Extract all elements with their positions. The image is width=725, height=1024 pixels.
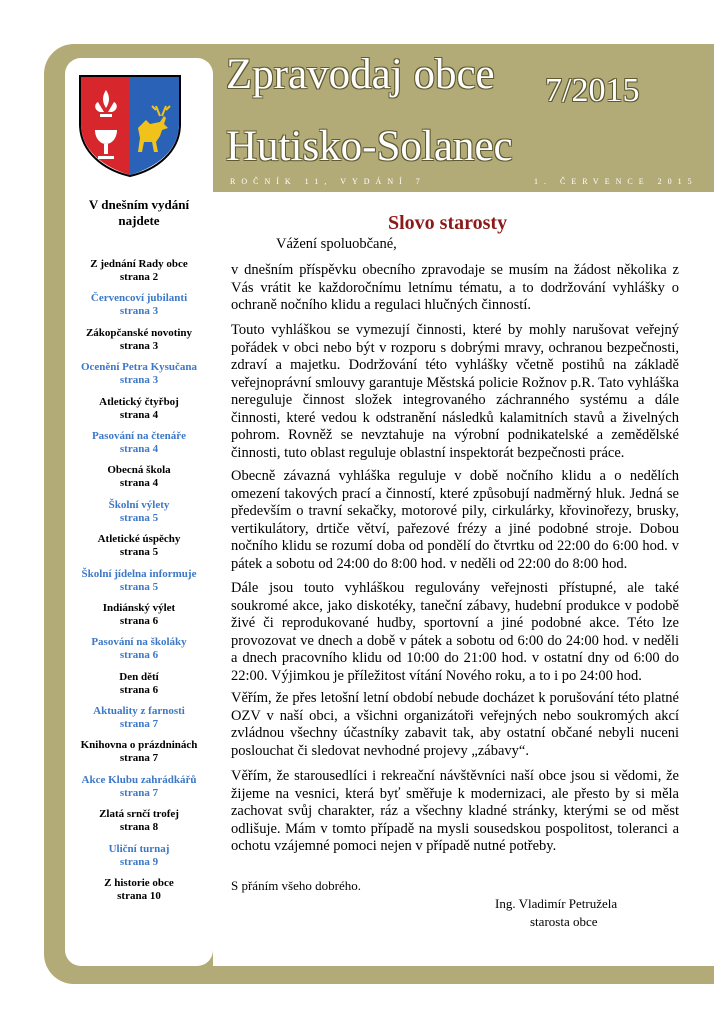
toc-item-page: strana 2 [119, 271, 159, 283]
article-heading: Slovo starosty [388, 212, 508, 234]
newsletter-title-line2: Hutisko-Solanec [226, 123, 513, 170]
toc-item-title: Zákopčanské novotiny [85, 326, 193, 339]
toc-item-title: Ocenění Petra Kysučana [80, 361, 198, 374]
toc-item[interactable] [68, 636, 210, 670]
issue-date: 1. ČERVENCE 2015 [534, 177, 698, 186]
toc-item [68, 671, 210, 705]
toc-item [68, 877, 210, 911]
article-closing: S přáním všeho dobrého. [231, 878, 361, 893]
toc-item-page: strana 4 [119, 408, 159, 421]
toc-item[interactable] [68, 843, 210, 877]
toc-item-page: strana 7 [119, 718, 159, 731]
toc-item-title: Z jednání Rady obce [90, 258, 188, 270]
signature-name: Ing. Vladimír Petružela [495, 896, 618, 911]
newsletter-title-line1: Zpravodaj obce [226, 51, 495, 98]
toc-item-page: strana 8 [119, 821, 159, 834]
toc-item [68, 533, 210, 567]
toc-item-page: strana 5 [119, 546, 159, 559]
toc-item-title: Knihovna o prázdninách [80, 739, 198, 752]
toc-item-title: Pasování na čtenáře [91, 429, 187, 442]
toc-item-page: strana 6 [119, 614, 159, 627]
toc-item-page: strana 4 [119, 442, 159, 455]
toc-item[interactable] [68, 705, 210, 739]
coat-of-arms-icon [76, 72, 184, 178]
toc-item [68, 602, 210, 636]
toc-item-page: strana 3 [119, 374, 159, 387]
toc-item-title: Školní výlety [108, 498, 170, 511]
toc-item [68, 739, 210, 773]
issue-number: 7/2015 [545, 72, 640, 109]
toc-item-page: strana 9 [119, 855, 159, 868]
toc-item [68, 808, 210, 842]
toc-item[interactable] [68, 430, 210, 464]
toc-item-title: Akce Klubu zahrádkářů [81, 773, 197, 786]
toc-item-title: Indiánský výlet [102, 601, 176, 614]
toc-item-page: strana 5 [119, 580, 159, 593]
toc-item[interactable] [68, 568, 210, 602]
article-greeting: Vážení spoluobčané, [276, 236, 397, 252]
toc-item-page: strana 4 [119, 477, 159, 490]
toc-item-page: strana 7 [119, 752, 159, 765]
toc-item[interactable] [68, 499, 210, 533]
signature-role: starosta obce [530, 914, 598, 929]
toc-item-title: Aktuality z farnosti [93, 705, 185, 718]
toc-item[interactable] [68, 361, 210, 395]
article-paragraph: v dnešním příspěvku obecního zpravodaje se musím na žádost několika z Vás vrátit ke každoročnímu letnímu tématu, a to dodržování vyhlášky o ochraně nočního klidu a regulaci hlučných činností. [231, 262, 679, 313]
toc-item-title: Červencoví jubilanti [90, 292, 188, 305]
toc-item-page: strana 3 [119, 339, 159, 352]
volume-info: ROČNÍK 11, VYDÁNÍ 7 [230, 177, 426, 186]
toc-item-page: strana 5 [119, 511, 159, 524]
toc-item-title: Atletický čtyřboj [99, 395, 179, 408]
article-paragraph: Obecně závazná vyhláška reguluje v době nočního klidu a o nedělích omezení takových prací a činností, které způsobují nadměrný hluk. Jedná se především o travní sekačky, motorové pily, cirkulárky, křovinořezy, brusky, vertikulátory, drtiče větví, pařezové frézy a jiné podobné stroje. Dobou nočního klidu se rozumí doba od pondělí do čtvrtku od 22:00 do 6:00 hod. v pátek a sobotu od 24:00 do 8:00 hod. v neděli od 22:00 do 8:00 hod. [231, 468, 679, 572]
toc-item-title: Uliční turnaj [108, 842, 170, 855]
toc-item-page: strana 10 [117, 890, 161, 903]
toc-item-title: Den dětí [119, 670, 159, 683]
toc-item-title: Z historie obce [104, 877, 174, 890]
toc-item-page: strana 6 [119, 649, 159, 662]
toc-item-page: strana 3 [119, 305, 159, 318]
toc-item [68, 327, 210, 361]
article-paragraph: Touto vyhláškou se vymezují činnosti, které by mohly narušovat veřejný pořádek v obci nebo být v rozporu s dobrými mravy, ochranou bezpečnosti, zdraví a majetku. Dodržování této vyhlášky včetně postihů na základě veřejnoprávní smlouvy garantuje Městská policie Rožnov p.R. Tato vyhláška nereguluje činnost složek integrovaného záchranného systému a dále činnosti, které vedou k odstranění následků kalamitních stavů a živelných pohrom. Rovněž se nevztahuje na výrobní podnikatelské a zemědělské činnosti, tuto oblast reguluje oblastní inspektorát bezpečnosti práce. [231, 322, 679, 461]
toc-item-title: Atletické úspěchy [97, 533, 181, 546]
toc-item [68, 396, 210, 430]
toc-item-title: Zlatá srnčí trofej [99, 808, 179, 821]
article-paragraph: Věřím, že starousedlíci i rekreační návštěvníci naší obce jsou si vědomi, že žijeme na vesnici, která byť směřuje k modernizaci, ale přesto by si měla zachovat svůj charakter, ráz a všechny kladné stránky, kterými se od měst odlišuje. Mám v tomto případě na mysli sousedskou pospolitost, toleranci a ochotu vzájemné pomoci nejen v případě nutné potřeby. [231, 768, 679, 854]
toc-item-page: strana 7 [119, 786, 159, 799]
table-of-contents [68, 258, 210, 911]
toc-item [68, 258, 210, 292]
toc-heading: V dnešním vydání najdete [88, 197, 190, 228]
toc-item-page: strana 6 [119, 683, 159, 696]
toc-item[interactable] [68, 774, 210, 808]
article-paragraph: Dále jsou touto vyhláškou regulovány veřejnosti přístupné, ale také soukromé akce, jako diskotéky, taneční zábavy, hudební produkce v podobě živé či reprodukované hudby, sportovní a jiné podobné akce. Této lze provozovat ve dnech a době v pátek a sobotu od 6:00 do 24:00 hod. v neděli a dnech pracovního klidu od 10:00 do 21:00 hod. v ostatní dny od 6:00 do 22:00. Výjimkou je příležitost vítání Nového roku, a to i po 24:00 hod. [231, 580, 679, 684]
toc-item-title: Obecná škola [107, 464, 171, 477]
toc-item-title: Pasování na školáky [91, 636, 187, 649]
toc-item [68, 464, 210, 498]
article-paragraph: Věřím, že přes letošní letní období nebude docházet k porušování této platné OZV v naší obci, a všichni organizátoři veřejných nebo soukromých akcí zvládnou všechny účastníky zabavit tak, aby ostatní občané nebyli nuceni poslouchat či sledovat nevhodné projevy „zábavy“. [231, 690, 679, 759]
toc-item-title: Školní jídelna informuje [81, 567, 197, 580]
toc-item[interactable] [68, 292, 210, 326]
